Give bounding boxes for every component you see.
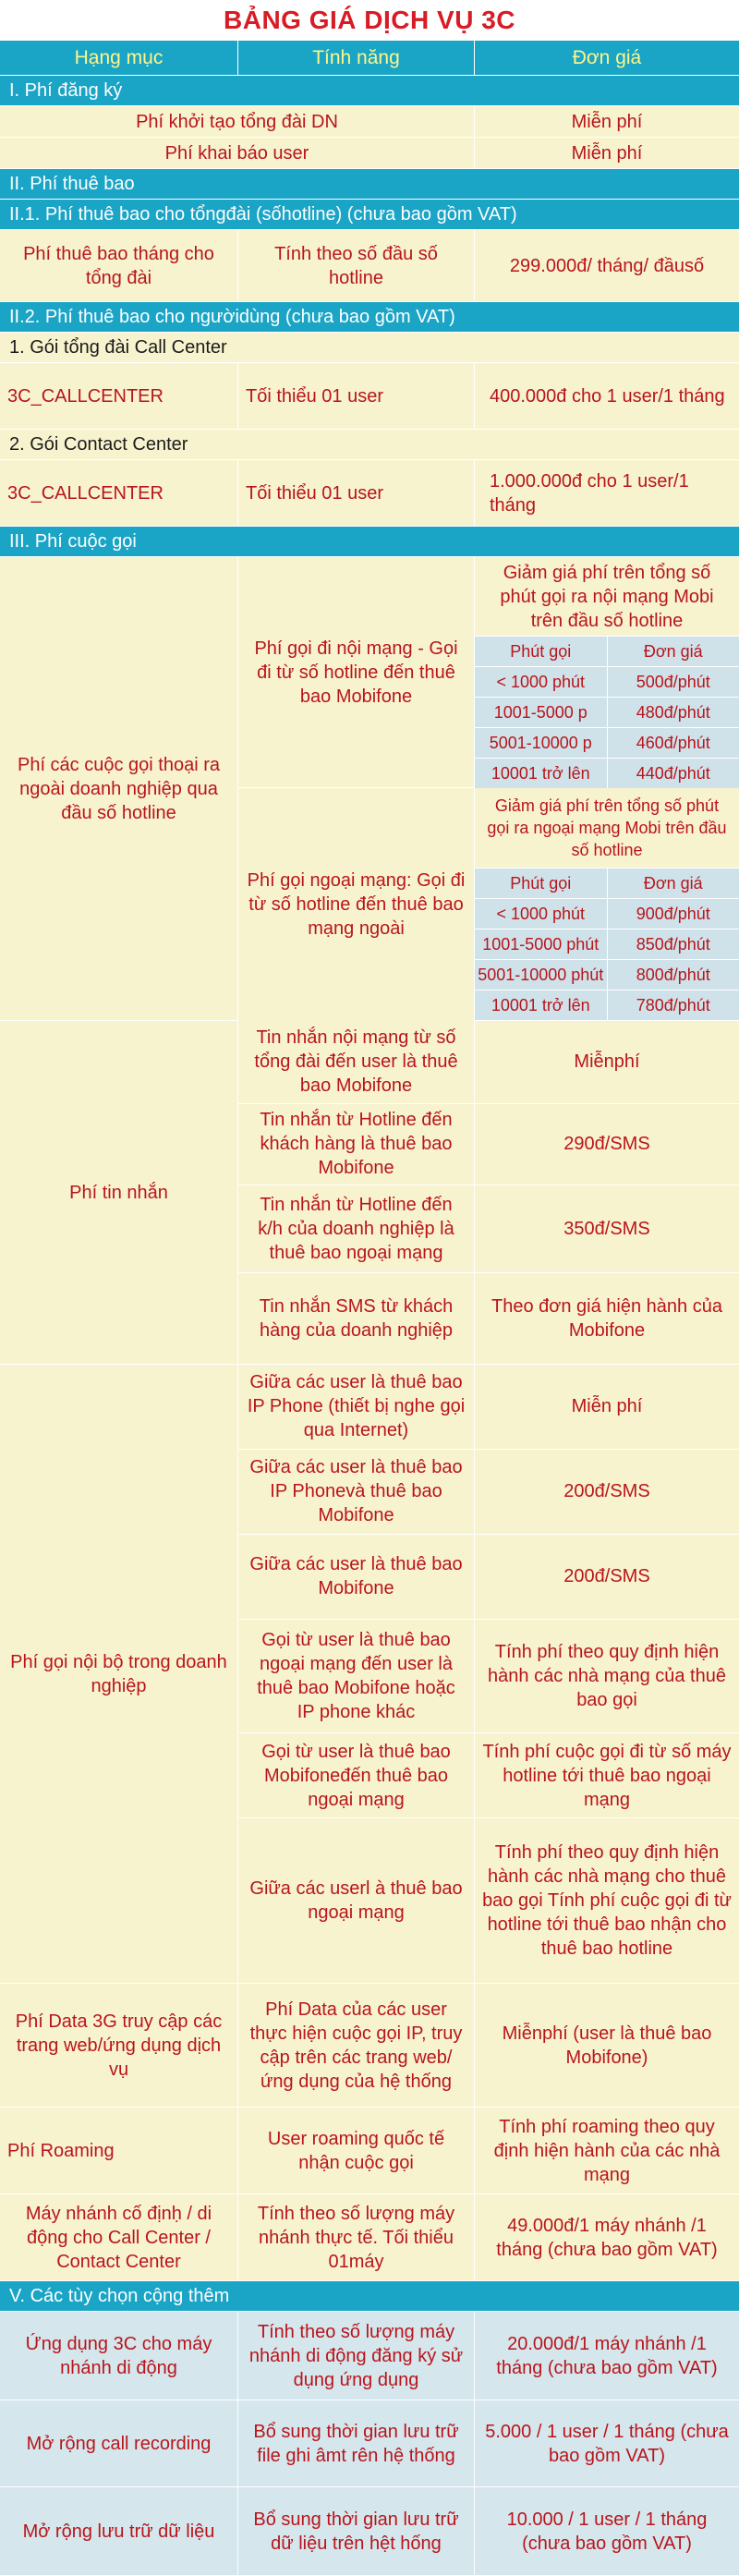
header-price: Đơn giá: [475, 41, 739, 75]
feature-cell: Gọi từ user là thuê bao Mobifoneđến thuê bao ngoại mạng: [238, 1733, 475, 1817]
category-cell: Phí các cuộc gọi thoại ra ngoài doanh nghiệp qua đầu số hotline: [0, 557, 238, 1020]
table-row: [238, 1021, 739, 1104]
feature-cell: Phí Data của các user thực hiện cuộc gọi IP, truy cập trên các trang web/ứng dụng của hệ thống: [238, 1984, 475, 2107]
feature-cell: Tin nhắn nội mạng từ số tổng đài đến user là thuê bao Mobifone: [238, 1021, 475, 1103]
price-cell: 20.000đ/1 máy nhánh /1 tháng (chưa bao gồm VAT): [475, 2312, 739, 2400]
feature-cell: Bổ sung thời gian lưu trữ dữ liệu trên hệt hống: [238, 2487, 475, 2575]
feature-cell: Giữa các userl à thuê bao ngoại mạng: [238, 1818, 475, 1983]
feature-cell: Phí gọi đi nội mạng - Gọi đi từ số hotline đến thuê bao Mobifone: [238, 557, 475, 787]
table-row: [0, 460, 739, 527]
feature-cell: Phí gọi ngoại mạng: Gọi đi từ số hotline đến thuê bao mạng ngoài: [238, 788, 475, 1021]
feature-cell: Tối thiểu 01 user: [238, 460, 475, 526]
data-fee-row: [0, 1984, 739, 2108]
feature-cell: Tin nhắn từ Hotline đến khách hàng là thuê bao Mobifone: [238, 1104, 475, 1185]
category-cell: Ứng dụng 3C cho máy nhánh di động: [0, 2312, 238, 2400]
table-row: [238, 1365, 739, 1450]
tier-price: 480đ/phút: [608, 698, 739, 727]
discount-note: Giảm giá phí trên tổng số phút gọi ra ngoại mạng Mobi trên đầu số hotline: [475, 788, 739, 869]
tier-table: [475, 869, 739, 1021]
category-cell: Phí Data 3G truy cập các trang web/ứng dụng dịch vụ: [0, 1984, 238, 2107]
table-row: [238, 1535, 739, 1620]
tier-table: [475, 637, 739, 789]
price-cell: Tính phí roaming theo quy định hiện hành của các nhà mạng: [475, 2108, 739, 2193]
section-addons: V. Các tùy chọn cộng thêm: [0, 2281, 739, 2312]
package-call-center: 1. Gói tổng đài Call Center: [0, 333, 739, 363]
feature-cell: Tin nhắn SMS từ khách hàng của doanh nghiệp: [238, 1273, 475, 1364]
tier-price: 850đ/phút: [608, 930, 739, 959]
price-cell: 5.000 / 1 user / 1 tháng (chưa bao gồm VAT): [475, 2400, 739, 2486]
table-row: [0, 2400, 739, 2487]
tier-minutes: 1001-5000 p: [475, 698, 608, 727]
price-cell: Tính phí cuộc gọi đi từ số máy hotline tới thuê bao ngoại mạng: [475, 1733, 739, 1817]
external-network-row: [238, 788, 739, 1021]
price-cell: 200đ/SMS: [475, 1450, 739, 1534]
price-cell: 200đ/SMS: [475, 1535, 739, 1619]
header-feature: Tính năng: [238, 41, 475, 75]
tier-header: Phút gọi: [475, 869, 608, 898]
category-cell: Phí gọi nội bộ trong doanh nghiệp: [0, 1365, 238, 1983]
tier-minutes: 10001 trở lên: [475, 759, 608, 788]
price-cell: Miễn phí: [475, 106, 739, 137]
category-cell: 3C_CALLCENTER: [0, 460, 238, 526]
feature-cell: Tối thiểu 01 user: [238, 363, 475, 429]
extension-fee-row: [0, 2194, 739, 2281]
feature-cell: User roaming quốc tế nhận cuộc gọi: [238, 2108, 475, 2193]
internal-network-row: [238, 557, 739, 788]
feature-cell: Phí khởi tạo tổng đài DN: [0, 106, 475, 137]
tier-minutes: < 1000 phút: [475, 899, 608, 929]
discount-note: Giảm giá phí trên tổng số phút gọi ra nội mạng Mobi trên đầu số hotline: [475, 557, 739, 637]
price-cell: Miễn phí: [475, 138, 739, 168]
table-header: [0, 41, 739, 76]
tier-header: Đơn giá: [608, 637, 739, 666]
table-row: [0, 106, 739, 138]
category-cell: Phí Roaming: [0, 2108, 238, 2193]
tier-header: Đơn giá: [608, 869, 739, 898]
page-title: BẢNG GIÁ DỊCH VỤ 3C: [0, 0, 739, 41]
tier-price: 780đ/phút: [608, 990, 739, 1020]
package-contact-center: 2. Gói Contact Center: [0, 430, 739, 460]
sms-block: [0, 1021, 739, 1365]
table-row: [238, 1104, 739, 1185]
table-row: [0, 230, 739, 302]
price-cell: 400.000đ cho 1 user/1 tháng: [475, 363, 739, 429]
subsection-switchboard: II.1. Phí thuê bao cho tổngđài (sốhotline) (chưa bao gồm VAT): [0, 200, 739, 230]
outbound-calls-block: [0, 557, 739, 1021]
table-row: [238, 1273, 739, 1364]
table-row: [238, 1733, 739, 1818]
table-row: [238, 1818, 739, 1983]
tier-price: 440đ/phút: [608, 759, 739, 788]
feature-cell: Tính theo số lượng máy nhánh thực tế. Tối thiểu 01máy: [238, 2194, 475, 2280]
tier-minutes: < 1000 phút: [475, 667, 608, 697]
feature-cell: Giữa các user là thuê bao IP Phone (thiết bị nghe gọi qua Internet): [238, 1365, 475, 1449]
category-cell: Mở rộng lưu trữ dữ liệu: [0, 2487, 238, 2575]
feature-cell: Giữa các user là thuê bao Mobifone: [238, 1535, 475, 1619]
tier-price: 500đ/phút: [608, 667, 739, 697]
table-row: [0, 138, 739, 169]
table-row: [0, 363, 739, 430]
price-cell: 299.000đ/ tháng/ đầusố: [475, 230, 739, 301]
price-cell: Tính phí theo quy định hiện hành các nhà mạng cho thuê bao gọi Tính phí cuộc gọi đi từ hotline tới thuê bao nhận cho thuê bao hotline: [475, 1818, 739, 1983]
price-table: [0, 41, 739, 2576]
price-cell: 350đ/SMS: [475, 1185, 739, 1273]
table-row: [238, 1450, 739, 1535]
tier-minutes: 5001-10000 phút: [475, 960, 608, 990]
price-cell: Tính phí theo quy định hiện hành các nhà mạng của thuê bao gọi: [475, 1620, 739, 1733]
price-cell: Theo đơn giá hiện hành của Mobifone: [475, 1273, 739, 1364]
category-cell: Phí tin nhắn: [0, 1021, 238, 1364]
header-category: Hạng mục: [0, 41, 238, 75]
section-call-fees: III. Phí cuộc gọi: [0, 527, 739, 557]
tier-minutes: 10001 trở lên: [475, 990, 608, 1020]
section-registration: I. Phí đăng ký: [0, 76, 739, 106]
table-row: [0, 2312, 739, 2400]
category-cell: Mở rộng call recording: [0, 2400, 238, 2486]
price-cell: 49.000đ/1 máy nhánh /1 tháng (chưa bao gồm VAT): [475, 2194, 739, 2280]
feature-cell: Giữa các user là thuê bao IP Phonevà thuê bao Mobifone: [238, 1450, 475, 1534]
feature-cell: Bổ sung thời gian lưu trữ file ghi âmt rên hệ thống: [238, 2400, 475, 2486]
tier-price: 460đ/phút: [608, 728, 739, 758]
tier-minutes: 1001-5000 phút: [475, 930, 608, 959]
feature-cell: Gọi từ user là thuê bao ngoại mạng đến user là thuê bao Mobifone hoặc IP phone khác: [238, 1620, 475, 1733]
tier-header: Phút gọi: [475, 637, 608, 666]
table-row: [0, 2487, 739, 2576]
internal-calls-block: [0, 1365, 739, 1984]
price-cell: Miễnphí: [475, 1021, 739, 1103]
feature-cell: Tính theo số đầu số hotline: [238, 230, 475, 301]
price-cell: Miễnphí (user là thuê bao Mobifone): [475, 1984, 739, 2107]
section-subscription: II. Phí thuê bao: [0, 169, 739, 200]
subsection-user: II.2. Phí thuê bao cho ngườidùng (chưa bao gồm VAT): [0, 302, 739, 333]
category-cell: 3C_CALLCENTER: [0, 363, 238, 429]
tier-price: 800đ/phút: [608, 960, 739, 990]
tier-price: 900đ/phút: [608, 899, 739, 929]
feature-cell: Phí khai báo user: [0, 138, 475, 168]
tier-minutes: 5001-10000 p: [475, 728, 608, 758]
category-cell: Máy nhánh cố địnḥ / di động cho Call Center / Contact Center: [0, 2194, 238, 2280]
roaming-fee-row: [0, 2108, 739, 2194]
table-row: [238, 1620, 739, 1734]
table-row: [238, 1185, 739, 1274]
category-cell: Phí thuê bao tháng cho tổng đài: [0, 230, 238, 301]
price-cell: 290đ/SMS: [475, 1104, 739, 1185]
price-cell: 10.000 / 1 user / 1 tháng (chưa bao gồm VAT): [475, 2487, 739, 2575]
feature-cell: Tính theo số lượng máy nhánh di động đăng ký sử dụng ứng dụng: [238, 2312, 475, 2400]
feature-cell: Tin nhắn từ Hotline đến k/h của doanh nghiệp là thuê bao ngoại mạng: [238, 1185, 475, 1273]
price-cell: 1.000.000đ cho 1 user/1 tháng: [475, 460, 739, 526]
price-cell: Miễn phí: [475, 1365, 739, 1449]
